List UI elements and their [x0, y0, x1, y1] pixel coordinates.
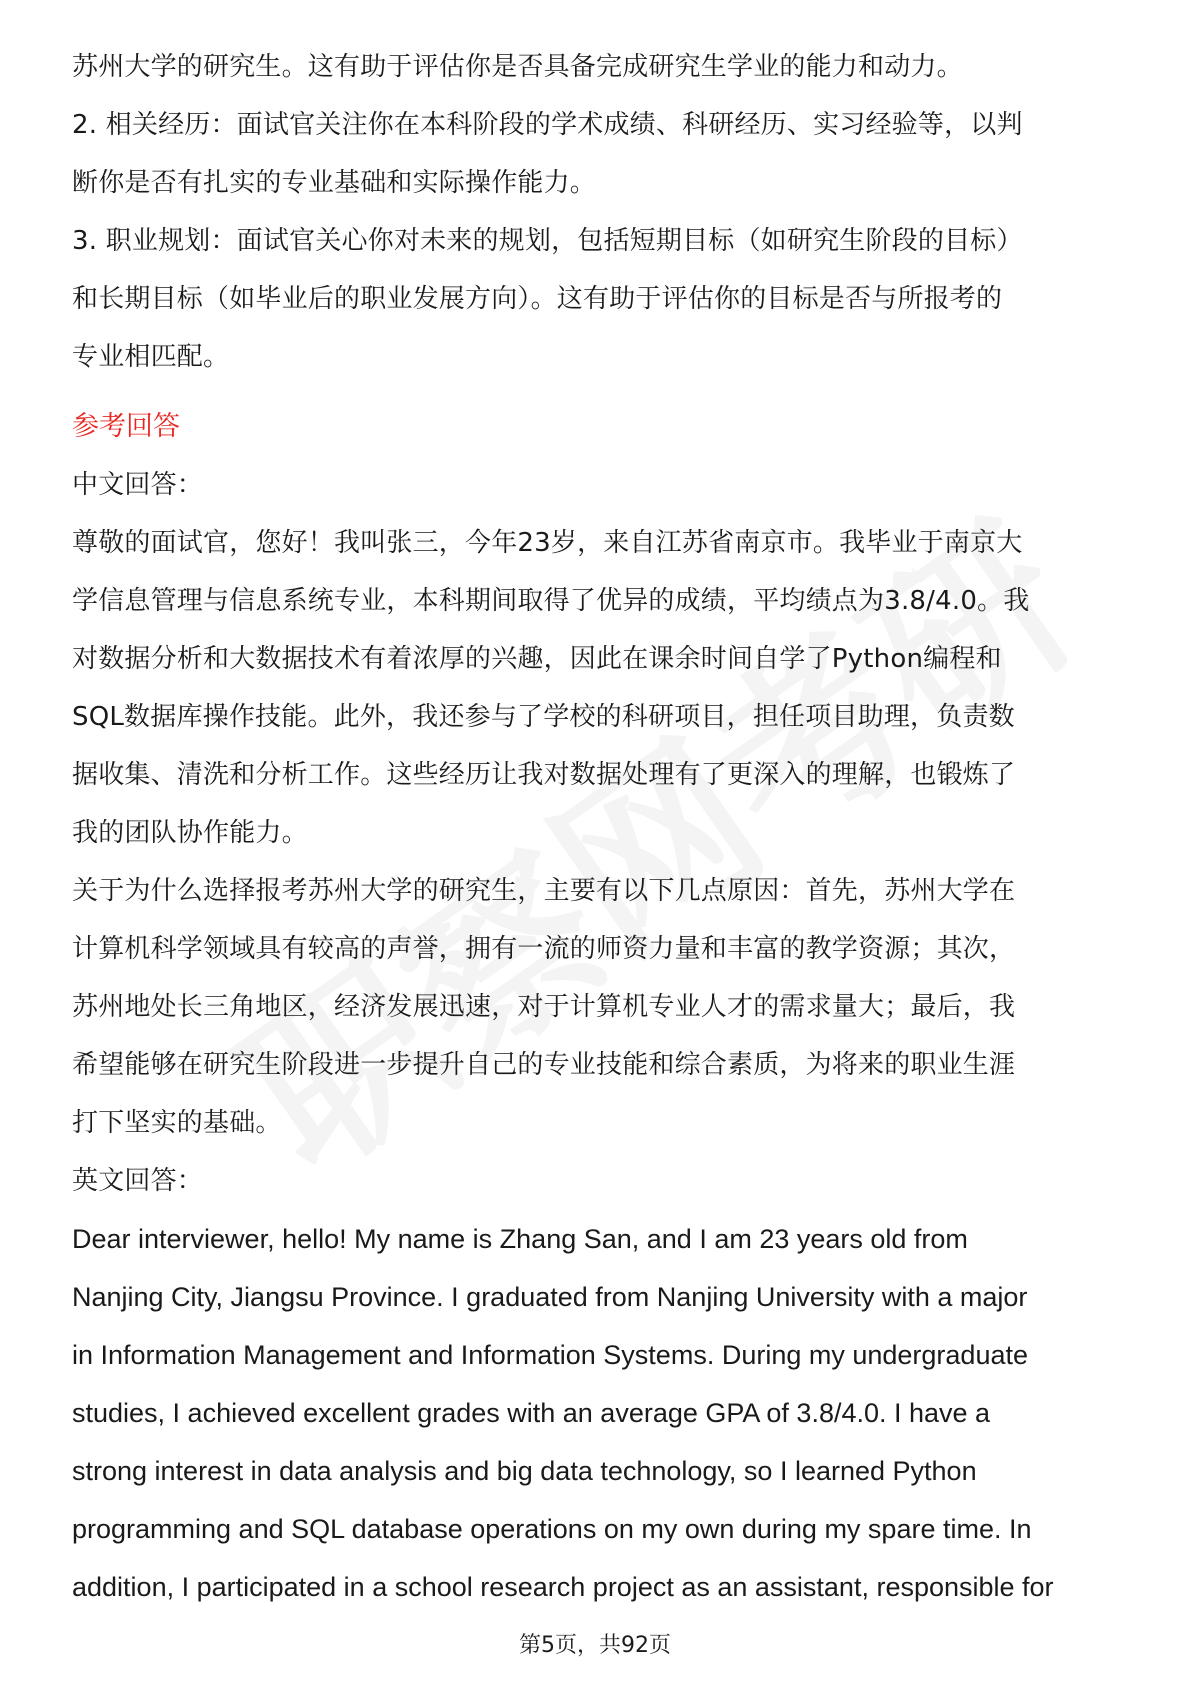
text-line: 我的团队协作能力。 — [72, 818, 308, 848]
text-line: in Information Management and Information Systems. During my undergraduate — [72, 1340, 1028, 1370]
section-heading: 参考回答 — [72, 411, 180, 442]
text-line: SQL数据库操作技能。此外，我还参与了学校的科研项目，担任项目助理，负责数 — [72, 702, 1015, 732]
text-line: 据收集、清洗和分析工作。这些经历让我对数据处理有了更深入的理解，也锻炼了 — [72, 760, 1016, 790]
text-line: 3. 职业规划：面试官关心你对未来的规划，包括短期目标（如研究生阶段的目标） — [72, 226, 1023, 256]
text-line: studies, I achieved excellent grades with an average GPA of 3.8/4.0. I have a — [72, 1398, 991, 1428]
text-line: 苏州地处长三角地区，经济发展迅速，对于计算机专业人才的需求量大；最后，我 — [72, 992, 1016, 1022]
text-line: 关于为什么选择报考苏州大学的研究生，主要有以下几点原因：首先，苏州大学在 — [72, 876, 1016, 906]
english-answer — [72, 1210, 1132, 1616]
text-line: 尊敬的面试官，您好！我叫张三，今年23岁，来自江苏省南京市。我毕业于南京大 — [72, 528, 1023, 558]
page-number: 第5页，共92页 — [519, 1633, 671, 1658]
text-line: 计算机科学领域具有较高的声誉，拥有一流的师资力量和丰富的教学资源；其次， — [72, 934, 1016, 964]
intro-section — [72, 38, 1132, 386]
chinese-answer-label: 中文回答： — [72, 470, 204, 500]
chinese-answer — [72, 514, 1132, 1152]
text-line: Dear interviewer, hello! My name is Zhang San, and I am 23 years old from — [72, 1224, 968, 1254]
text-line: strong interest in data analysis and big data technology, so I learned Python — [72, 1456, 977, 1486]
page-content — [72, 38, 1132, 1616]
text-line: addition, I participated in a school research project as an assistant, responsible for — [72, 1572, 1054, 1602]
text-line: 断你是否有扎实的专业基础和实际操作能力。 — [72, 168, 597, 198]
text-line: 希望能够在研究生阶段进一步提升自己的专业技能和综合素质，为将来的职业生涯 — [72, 1050, 1016, 1080]
text-line: 学信息管理与信息系统专业，本科期间取得了优异的成绩，平均绩点为3.8/4.0。我 — [72, 586, 1030, 616]
text-line: 苏州大学的研究生。这有助于评估你是否具备完成研究生学业的能力和动力。 — [72, 52, 963, 82]
text-line: 打下坚实的基础。 — [72, 1108, 282, 1138]
text-line: 和长期目标（如毕业后的职业发展方向）。这有助于评估你的目标是否与所报考的 — [72, 284, 1003, 314]
text-line: 2. 相关经历：面试官关注你在本科阶段的学术成绩、科研经历、实习经验等，以判 — [72, 110, 1023, 140]
text-line: 对数据分析和大数据技术有着浓厚的兴趣，因此在课余时间自学了Python编程和 — [72, 644, 1002, 674]
english-answer-label: 英文回答： — [72, 1166, 204, 1196]
text-line: Nanjing City, Jiangsu Province. I graduated from Nanjing University with a major — [72, 1282, 1028, 1312]
text-line: programming and SQL database operations on my own during my spare time. In — [72, 1514, 1032, 1544]
text-line: 专业相匹配。 — [72, 342, 230, 372]
